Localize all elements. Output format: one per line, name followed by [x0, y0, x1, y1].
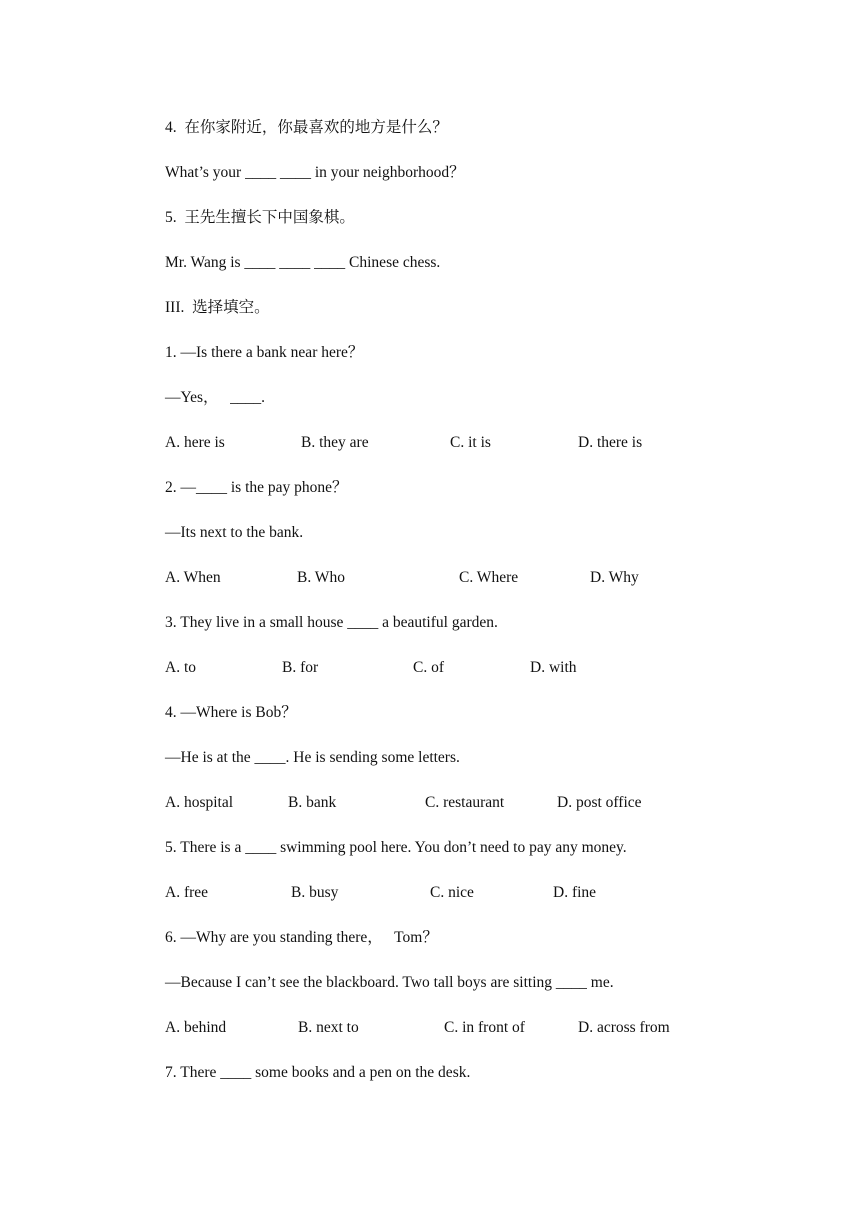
- question-1-option-d: D. there is: [578, 434, 643, 451]
- question-6-option-b: B. next to: [298, 1019, 359, 1036]
- question-6-option-c: C. in front of: [444, 1019, 525, 1036]
- question-6-response: —Because I can’t see the blackboard. Two tall boys are sitting ____ me.: [165, 974, 614, 991]
- question-3-option-d: D. with: [530, 659, 577, 676]
- question-6-option-a: A. behind: [165, 1019, 227, 1036]
- question-6-prompt: 6. —Why are you standing there， Tom？: [165, 929, 438, 946]
- section-iii-heading: III. 选择填空。: [165, 299, 270, 316]
- question-4-prompt: 4. —Where is Bob？: [165, 704, 297, 721]
- question-5-option-c: C. nice: [430, 884, 474, 901]
- question-4-option-a: A. hospital: [165, 794, 234, 811]
- question-4-option-d: D. post office: [557, 794, 642, 811]
- question-3-option-b: B. for: [282, 659, 319, 676]
- question-3-option-a: A. to: [165, 659, 196, 676]
- question-3-prompt: 3. They live in a small house ____ a beautiful garden.: [165, 614, 498, 631]
- question-2-option-a: A. When: [165, 569, 221, 586]
- question-3-option-c: C. of: [413, 659, 444, 676]
- translation-item-5-prompt: 5. 王先生擅长下中国象棋。: [165, 209, 355, 226]
- question-5-option-b: B. busy: [291, 884, 339, 901]
- question-4-option-b: B. bank: [288, 794, 337, 811]
- question-4-option-c: C. restaurant: [425, 794, 505, 811]
- question-4-response: —He is at the ____. He is sending some letters.: [165, 749, 460, 766]
- question-1-response: —Yes， ____.: [165, 389, 266, 406]
- translation-item-4-sentence: What’s your ____ ____ in your neighborhood？: [165, 164, 465, 181]
- question-2-response: —Its next to the bank.: [165, 524, 304, 541]
- question-6-option-d: D. across from: [578, 1019, 670, 1036]
- question-2-option-b: B. Who: [297, 569, 345, 586]
- question-7-prompt: 7. There ____ some books and a pen on the desk.: [165, 1064, 471, 1081]
- question-2-prompt: 2. —____ is the pay phone？: [165, 479, 348, 496]
- translation-item-5-sentence: Mr. Wang is ____ ____ ____ Chinese chess.: [165, 254, 441, 271]
- question-5-prompt: 5. There is a ____ swimming pool here. You don’t need to pay any money.: [165, 839, 627, 856]
- question-1-option-c: C. it is: [450, 434, 491, 451]
- question-5-option-d: D. fine: [553, 884, 597, 901]
- question-5-option-a: A. free: [165, 884, 209, 901]
- question-2-option-d: D. Why: [590, 569, 639, 586]
- question-2-option-c: C. Where: [459, 569, 519, 586]
- question-1-option-a: A. here is: [165, 434, 225, 451]
- translation-item-4-prompt: 4. 在你家附近，你最喜欢的地方是什么？: [165, 119, 448, 136]
- question-1-option-b: B. they are: [301, 434, 369, 451]
- question-1-prompt: 1. —Is there a bank near here？: [165, 344, 364, 361]
